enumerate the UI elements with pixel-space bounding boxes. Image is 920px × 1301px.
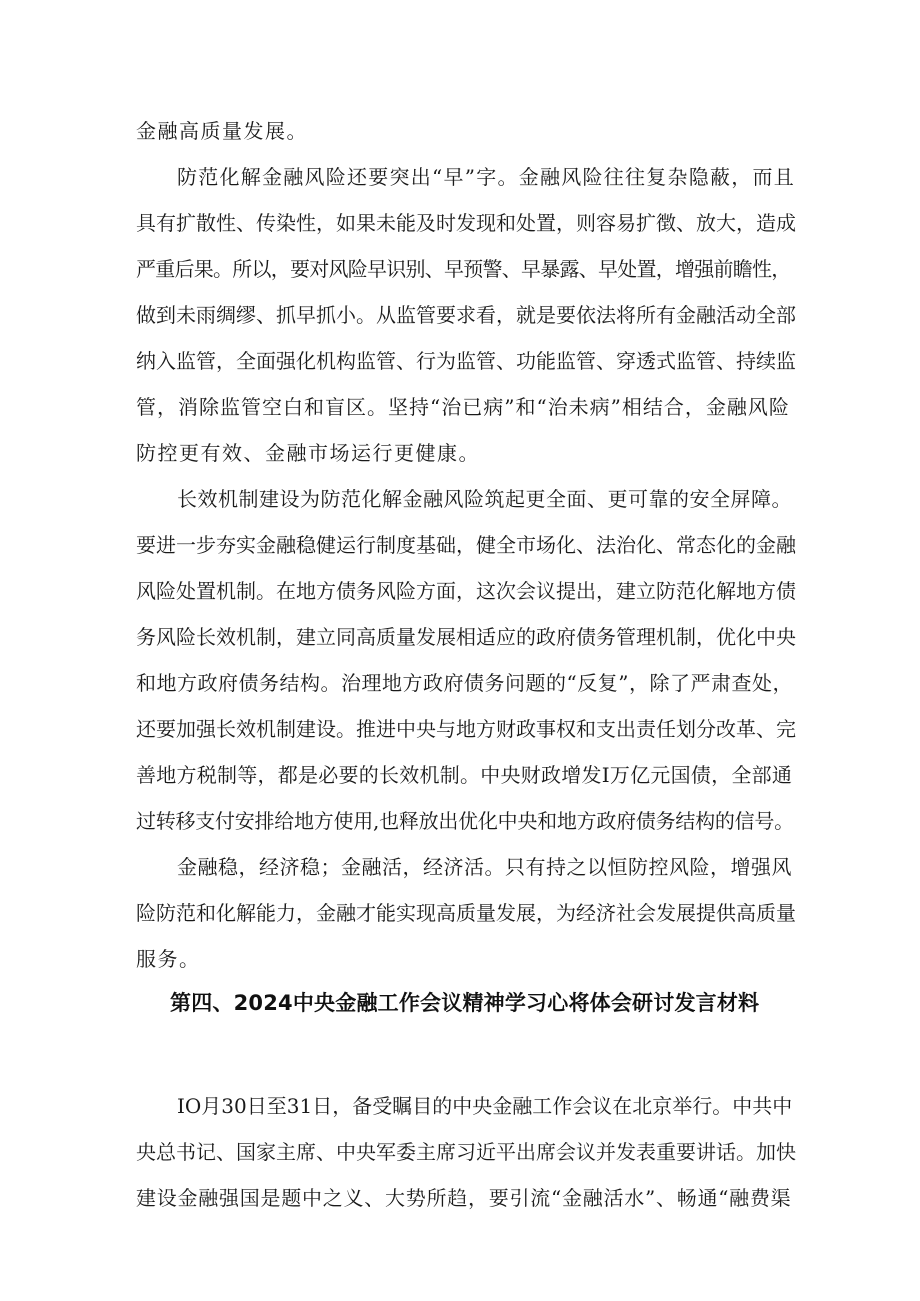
paragraph-line: 纳入监管，全面强化机构监管、行为监管、功能监管、穿透式监管、持续监 — [136, 349, 796, 373]
paragraph-line: 和地方政府债务结构。治理地方政府债务问题的“反复”，除了严肃查处， — [136, 671, 793, 695]
paragraph-line: 务风险长效机制，建立同高质量发展相适应的政府债务管理机制，优化中央 — [136, 625, 796, 649]
paragraph-line: 服务。 — [136, 947, 201, 971]
paragraph-line: 风险处置机制。在地方债务风险方面，这次会议提出，建立防范化解地方债 — [136, 579, 796, 603]
paragraph-line: 长效机制建设为防范化解金融风险筑起更全面、更可靠的安全屏障。 — [177, 487, 792, 511]
paragraph-line: 险防范和化解能力，金融才能实现高质量发展，为经济社会发展提供高质量 — [136, 901, 796, 925]
paragraph-line: 管，消除监管空白和盲区。坚持“治已病”和“治未病”相结合，金融风险 — [136, 395, 790, 419]
paragraph-line: 还要加强长效机制建设。推进中央与地方财政事权和支出责任划分改革、完 — [136, 717, 796, 741]
paragraph-line: IO月30日至31日，备受瞩目的中央金融工作会议在北京举行。中共中 — [177, 1094, 793, 1118]
paragraph-line: 善地方税制等，都是必要的长效机制。中央财政增发I万亿元国债，全部通 — [136, 763, 793, 787]
paragraph-line: 严重后果。所以，要对风险早识别、早预警、早暴露、早处置，增强前瞻性， — [136, 257, 791, 281]
paragraph-line: 做到未雨绸缪、抓早抓小。从监管要求看，就是要依法将所有金融活动全部 — [136, 303, 796, 327]
section-heading: 第四、2024中央金融工作会议精神学习心将体会研讨发言材料 — [170, 991, 760, 1015]
paragraph-line: 建设金融强国是题中之义、大势所趋，要引流“金融活水”、畅通“融费渠 — [136, 1186, 792, 1210]
paragraph-line: 防控更有效、金融市场运行更健康。 — [136, 441, 480, 465]
paragraph-line: 金融稳，经济稳；金融活，经济活。只有持之以恒防控风险，增强风 — [177, 855, 792, 879]
paragraph-line: 具有扩散性、传染性，如果未能及时发现和处置，则容易扩徴、放大，造成 — [136, 211, 796, 235]
paragraph-line: 金融高质量发展。 — [136, 119, 308, 143]
paragraph-line: 要进一步夯实金融稳健运行制度基础，健全市场化、法治化、常态化的金融 — [136, 533, 796, 557]
paragraph-line: 防范化解金融风险还要突出“早”字。金融风险往往复杂隐蔽，而且 — [177, 165, 795, 189]
paragraph-line: 央总书记、国家主席、中央军委主席习近平出席会议并发表重要讲话。加快 — [136, 1140, 796, 1164]
paragraph-line: 过转移支付安排给地方使用,也释放出优化中央和地方政府债务结构的信号。 — [136, 809, 794, 833]
